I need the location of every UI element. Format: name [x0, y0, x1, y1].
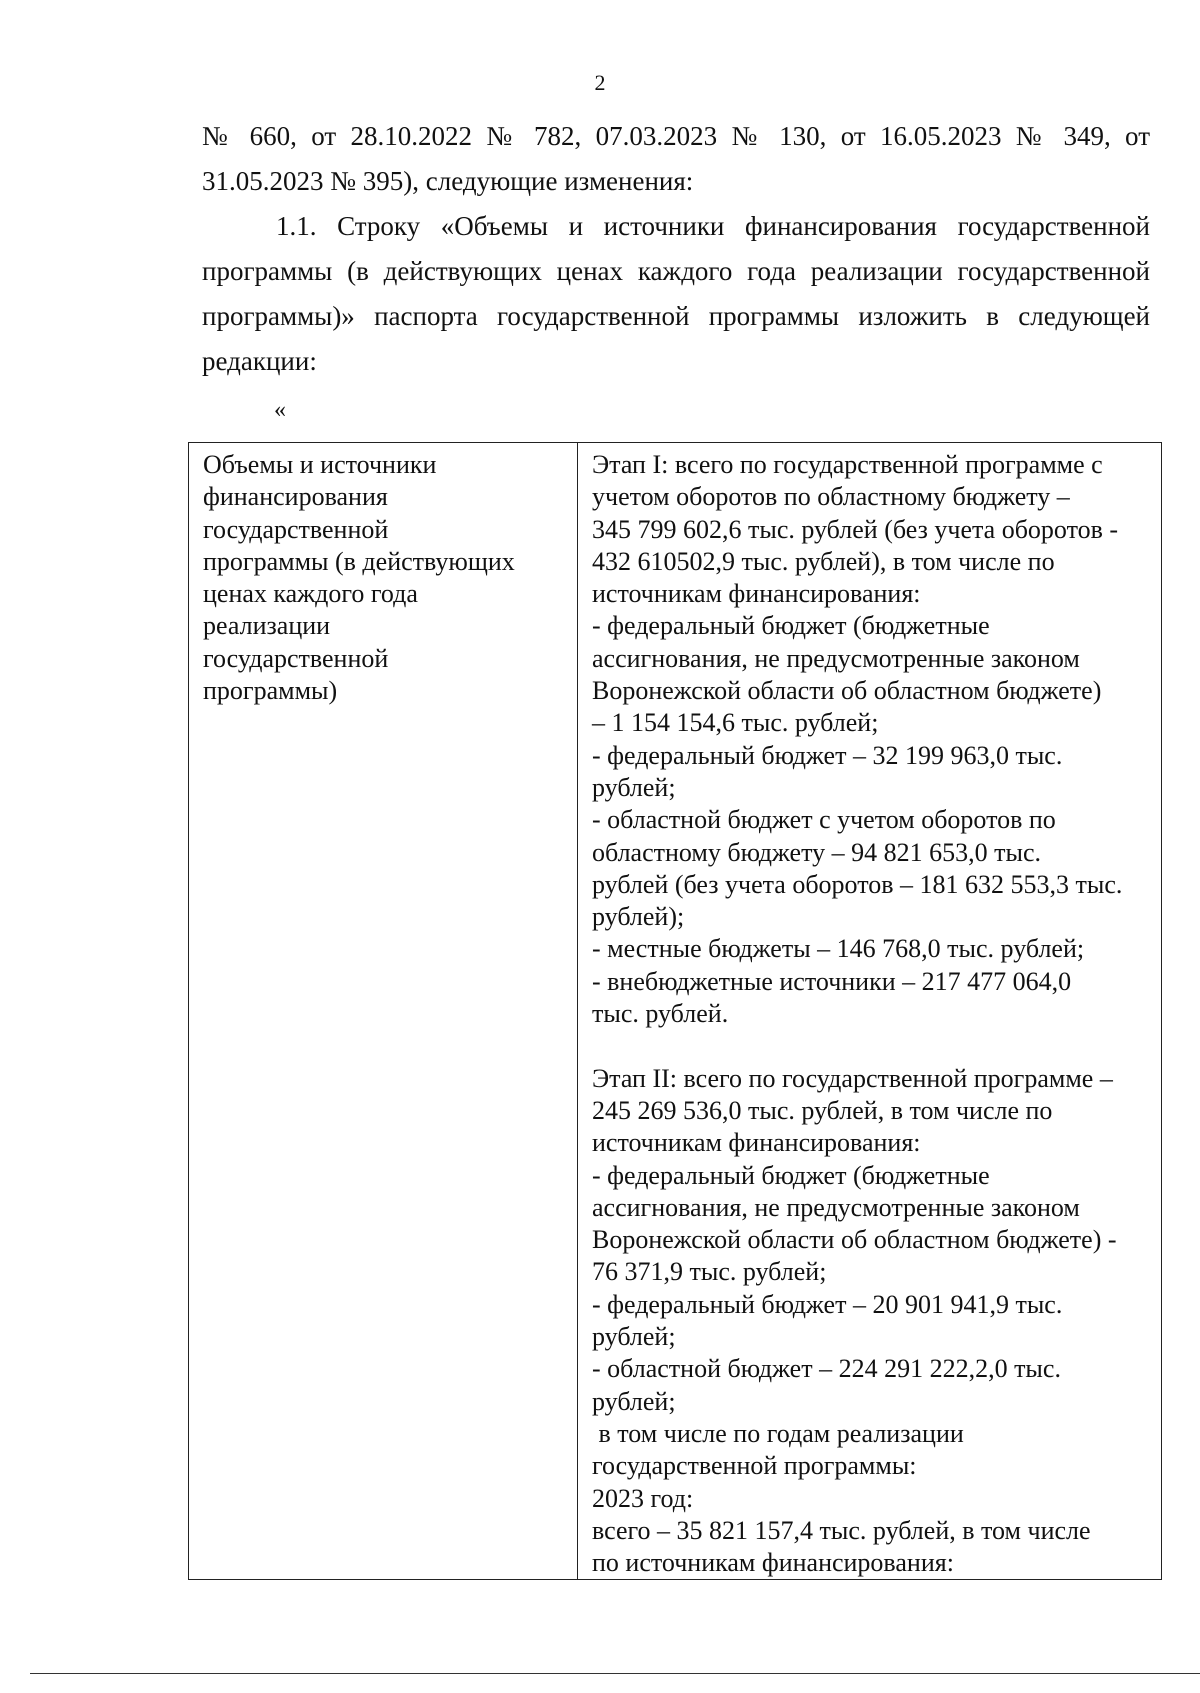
stage1-line: областному бюджету – 94 821 653,0 тыс.	[592, 837, 1041, 867]
stage2-line: 76 371,9 тыс. рублей;	[592, 1257, 827, 1287]
stage1-line: учетом оборотов по областному бюджету –	[592, 482, 1070, 512]
stage1-line: Воронежской области об областном бюджете)	[592, 676, 1102, 706]
intro-line: программы (в действующих ценах каждого года реализации государственной	[202, 256, 1150, 286]
stage2-line: рублей;	[592, 1386, 676, 1416]
stage1-line: ассигнования, не предусмотренные законом	[592, 643, 1080, 673]
stage1-line: - федеральный бюджет (бюджетные	[592, 611, 990, 641]
stage1-line: - областной бюджет с учетом оборотов по	[592, 805, 1056, 835]
intro-line: редакции:	[202, 346, 317, 376]
label-line: государственной	[203, 514, 389, 544]
stage1-line: 432 610502,9 тыс. рублей), в том числе по	[592, 546, 1055, 576]
stage1-line: рублей);	[592, 902, 685, 932]
stage1-line: - местные бюджеты – 146 768,0 тыс. рублей;	[592, 934, 1085, 964]
stage2-line: Воронежской области об областном бюджете) -	[592, 1225, 1117, 1255]
intro-line: № 660, от 28.10.2022 № 782, 07.03.2023 № 130, от 16.05.2023 № 349, от	[202, 121, 1150, 151]
page-number: 2	[594, 70, 606, 95]
intro-line: программы)» паспорта государственной программы изложить в следующей	[202, 301, 1150, 331]
intro-paragraph-1	[202, 114, 1150, 159]
stage2-line: рублей;	[592, 1322, 676, 1352]
stage1-line: тыс. рублей.	[592, 999, 729, 1029]
stage1-line: - внебюджетные источники – 217 477 064,0	[592, 966, 1072, 996]
label-line: финансирования	[203, 482, 388, 512]
label-line: программы (в действующих	[203, 546, 515, 576]
passport-table	[188, 442, 1162, 1580]
stage2-line: государственной программы:	[592, 1451, 917, 1481]
stage2-line: - федеральный бюджет – 20 901 941,9 тыс.	[592, 1289, 1063, 1319]
stage1-line: источникам финансирования:	[592, 579, 921, 609]
stage2-line: в том числе по годам реализации	[592, 1418, 964, 1448]
intro-paragraph-1-end	[202, 159, 1150, 204]
row-value-cell	[578, 443, 1162, 1580]
stage2-line: по источникам финансирования:	[592, 1548, 954, 1578]
stage1-line: рублей (без учета оборотов – 181 632 553,3 тыс.	[592, 869, 1123, 899]
stage2-line: всего – 35 821 157,4 тыс. рублей, в том числе	[592, 1515, 1091, 1545]
stage1-line: - федеральный бюджет – 32 199 963,0 тыс.	[592, 740, 1063, 770]
stage2-line: источникам финансирования:	[592, 1128, 921, 1158]
stage1-line: – 1 154 154,6 тыс. рублей;	[592, 708, 879, 738]
table-row	[189, 443, 1162, 1580]
intro-paragraph-2-line-4	[202, 339, 1150, 384]
label-line: Объемы и источники	[203, 450, 437, 479]
stage2-line: 245 269 536,0 тыс. рублей, в том числе по	[592, 1095, 1053, 1125]
intro-line: 31.05.2023 № 395), следующие изменения:	[202, 166, 694, 196]
footer-divider	[30, 1673, 1200, 1674]
row-label-cell	[189, 443, 578, 1580]
stage-separator	[592, 1030, 1153, 1062]
stage2-line: - федеральный бюджет (бюджетные	[592, 1160, 990, 1190]
stage2-line: - областной бюджет – 224 291 222,2,0 тыс.	[592, 1354, 1061, 1384]
opening-quote-mark: «	[274, 397, 286, 423]
intro-line: 1.1. Строку «Объемы и источники финансирования государственной	[276, 211, 1150, 241]
intro-paragraph-2	[202, 204, 1150, 249]
stage1-line: 345 799 602,6 тыс. рублей (без учета оборотов -	[592, 514, 1119, 544]
label-line: программы)	[203, 676, 338, 706]
stage2-line: ассигнования, не предусмотренные законом	[592, 1192, 1080, 1222]
label-line: реализации	[203, 611, 331, 641]
intro-paragraph-2-line-2	[202, 249, 1150, 294]
stage2-line: 2023 год:	[592, 1483, 694, 1513]
stage1-line: Этап I: всего по государственной программе с	[592, 450, 1103, 479]
stage1-line: рублей;	[592, 772, 676, 802]
label-line: государственной	[203, 643, 389, 673]
label-line: ценах каждого года	[203, 579, 418, 609]
intro-paragraph-2-line-3	[202, 294, 1150, 339]
intro-text	[202, 114, 1150, 384]
stage2-line: Этап II: всего по государственной программе –	[592, 1063, 1113, 1093]
